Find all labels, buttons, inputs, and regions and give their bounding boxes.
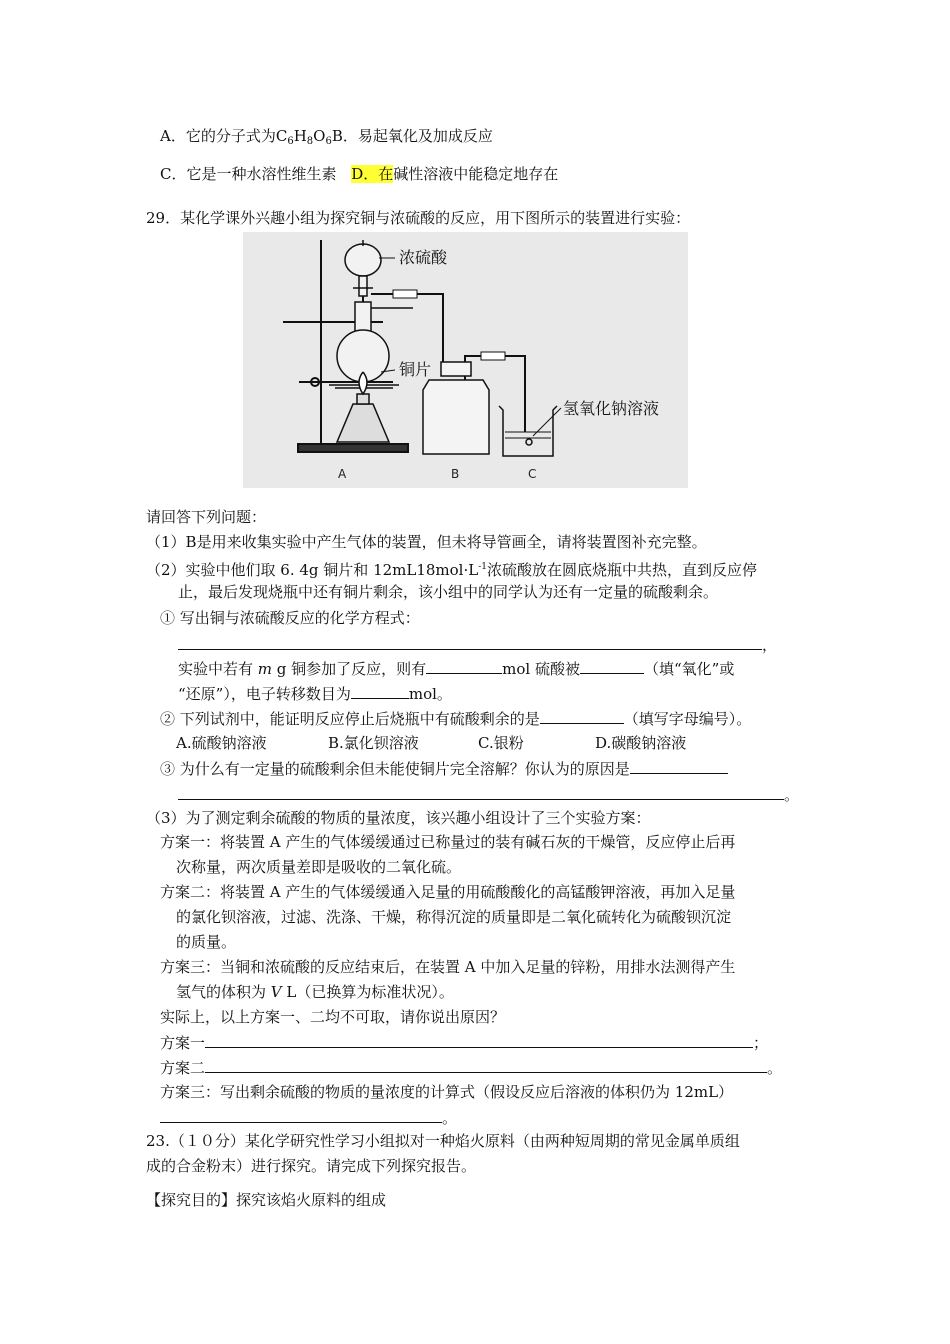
- plan2-reason-blank[interactable]: [205, 1057, 767, 1073]
- sub3-line2: [178, 784, 799, 805]
- plan3-text-a: 氢气的体积为: [176, 983, 271, 1001]
- sub1-text-d: （填“氧化”或: [643, 660, 735, 678]
- option-a-prefix: A．它的分子式为: [160, 127, 276, 145]
- beaker: [499, 406, 557, 456]
- answer-plan3: 方案三：写出剩余硫酸的物质的量浓度的计算式（假设反应后溶液的体积仍为 12mL）: [160, 1083, 734, 1101]
- sub1-answer-line: [178, 634, 777, 655]
- sub3: [160, 758, 728, 779]
- prompt: 请回答下列问题：: [146, 508, 267, 526]
- part2-line1: [146, 557, 757, 580]
- option-c: C．它是一种水溶性维生素: [160, 165, 337, 183]
- choice-d: D.碳酸钠溶液: [595, 734, 687, 752]
- label-b: B: [451, 467, 460, 481]
- choice-a: A.硫酸钠溶液: [176, 734, 267, 752]
- plan3-line1: 方案三：当铜和浓硫酸的反应结束后，在装置 A 中加入足量的锌粉，用排水法测得产生: [160, 958, 736, 976]
- sub1-text-b: g 铜参加了反应，则有: [272, 660, 427, 678]
- answer-plan2: [160, 1057, 782, 1078]
- mol-blank[interactable]: [426, 658, 502, 674]
- choice-c: C.银粉: [478, 734, 524, 752]
- answer-plan1-label: 方案一: [160, 1034, 206, 1052]
- part2-text-a: （2）实验中他们取 6. 4g 铜片和 12mL18mol·L: [146, 561, 479, 579]
- q23-line2: 成的合金粉末）进行探究。请完成下列探究报告。: [146, 1157, 477, 1175]
- formula-c: C: [275, 127, 288, 145]
- label-naoh-solution: 氢氧化钠溶液: [563, 399, 660, 418]
- option-cd-line: [160, 164, 558, 184]
- answer-plan1-end: ；: [753, 1034, 769, 1052]
- plan1-line1: 方案一：将装置 A 产生的气体缓缓通过已称量过的装有碱石灰的干燥管，反应停止后再: [160, 833, 736, 851]
- sub1-text-c: mol 硫酸被: [502, 660, 580, 678]
- plan2-line1: 方案二：将装置 A 产生的气体缓缓通入足量的用硫酸酸化的高锰酸钾溶液，再加入足量: [160, 883, 736, 901]
- var-v: V: [270, 983, 282, 1001]
- reason-blank-1[interactable]: [630, 758, 728, 774]
- electron-blank[interactable]: [351, 683, 409, 699]
- answer-plan3-line: [160, 1107, 457, 1128]
- redox-blank[interactable]: [580, 658, 644, 674]
- concentration-blank[interactable]: [160, 1107, 442, 1123]
- part2-sup: -1: [478, 562, 487, 572]
- formula-h-sub: 8: [306, 136, 314, 147]
- part2-text-b: 浓硫酸放在圆底烧瓶中共热，直到反应停: [487, 561, 758, 579]
- sub1-line2: [178, 658, 734, 679]
- answer-plan2-label: 方案二: [160, 1059, 206, 1077]
- answer-plan3-end: 。: [442, 1109, 458, 1127]
- sub1-line3: [178, 683, 452, 704]
- label-concentrated-sulfuric-acid: 浓硫酸: [399, 248, 448, 267]
- formula-o-sub: 6: [325, 136, 332, 147]
- answer-plan1: [160, 1032, 768, 1053]
- sub2: [160, 708, 751, 729]
- sub1-text-a: 实验中若有: [178, 660, 258, 678]
- sub3-end: 。: [784, 786, 800, 804]
- plan2-line3: 的质量。: [176, 933, 237, 951]
- sub1-end: ，: [762, 636, 778, 654]
- plan2-line2: 的氯化钡溶液，过滤、洗涤、干燥，称得沉淀的质量即是二氧化硫转化为硫酸钡沉淀: [176, 908, 732, 926]
- part1: （1）B是用来收集实验中产生气体的装置，但未将导管画全，请将装置图补充完整。: [146, 533, 707, 551]
- plan1-line2: 次称量，两次质量差即是吸收的二氧化硫。: [176, 858, 462, 876]
- answer-plan2-end: 。: [767, 1059, 783, 1077]
- label-c: C: [528, 467, 537, 481]
- sub1c-text-a: “还原”），电子转移数目为: [178, 685, 351, 703]
- sub3-text: ③ 为什么有一定量的硫酸剩余但未能使铜片完全溶解？你认为的原因是: [160, 760, 630, 778]
- actual-question: 实际上，以上方案一、二均不可取，请你说出原因？: [160, 1008, 506, 1026]
- sub1: ① 写出铜与浓硫酸反应的化学方程式：: [160, 609, 420, 627]
- apparatus-figure: [243, 232, 688, 488]
- option-d-highlight: D．在: [351, 165, 394, 183]
- choices-line: [176, 733, 686, 753]
- option-d-rest: 碱性溶液中能稳定地存在: [393, 165, 559, 183]
- label-a: A: [338, 467, 347, 481]
- sub1c-text-b: mol。: [408, 685, 452, 703]
- formula-h: H: [293, 127, 307, 145]
- var-m: m: [257, 660, 273, 678]
- formula-o: O: [313, 127, 326, 145]
- option-ab-line: [160, 126, 493, 152]
- part3: （3）为了测定剩余硫酸的物质的量浓度，该兴趣小组设计了三个实验方案：: [146, 809, 651, 827]
- label-copper-sheet: 铜片: [399, 360, 432, 379]
- plan3-line2: [176, 982, 454, 1002]
- reason-blank-2[interactable]: [178, 784, 784, 800]
- plan1-reason-blank[interactable]: [205, 1032, 753, 1048]
- plan3-text-b: L（已换算为标准状况）。: [281, 983, 454, 1001]
- q29-stem: 29．某化学课外兴趣小组为探究铜与浓硫酸的反应，用下图所示的装置进行实验：: [146, 209, 691, 227]
- option-b: B．易起氧化及加成反应: [331, 127, 493, 145]
- q23-line1: 23.（１０分）某化学研究性学习小组拟对一种焰火原料（由两种短周期的常见金属单质组: [146, 1132, 740, 1150]
- part2-line2: 止，最后发现烧瓶中还有铜片剩余，该小组中的同学认为还有一定量的硫酸剩余。: [178, 583, 719, 601]
- sub2-text-b: （填写字母编号）。: [623, 710, 752, 728]
- formula-c-sub: 6: [287, 136, 294, 147]
- choice-b: B.氯化钡溶液: [328, 734, 419, 752]
- reagent-blank[interactable]: [540, 708, 624, 724]
- q23-heading: 【探究目的】探究该焰火原料的组成: [146, 1191, 387, 1209]
- equation-blank[interactable]: [178, 634, 762, 650]
- sub2-text-a: ② 下列试剂中，能证明反应停止后烧瓶中有硫酸剩余的是: [160, 710, 540, 728]
- gas-bottle: [423, 362, 489, 454]
- apparatus-diagram: [243, 232, 688, 488]
